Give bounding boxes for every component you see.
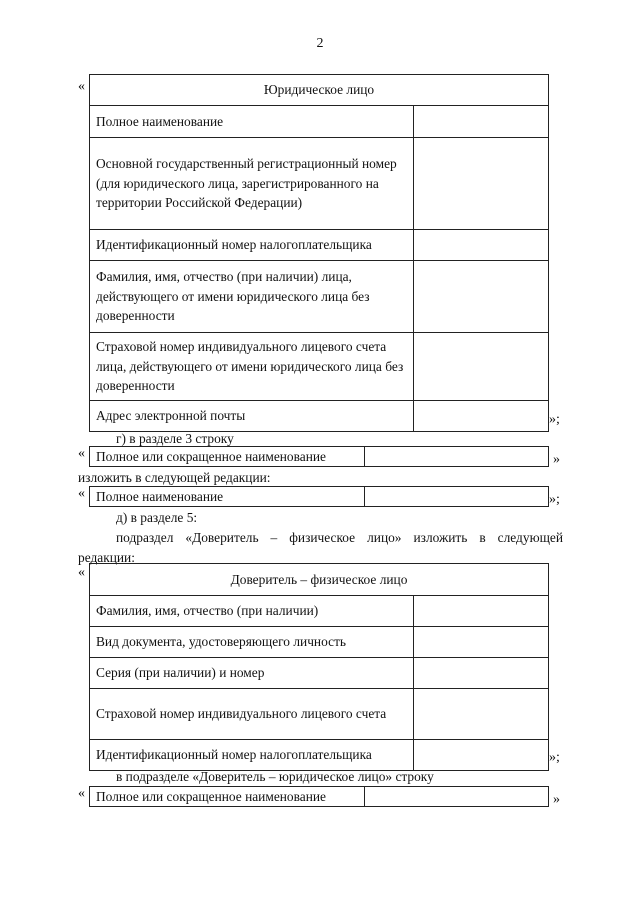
close-quote: »	[553, 452, 560, 467]
short-name-row-table	[89, 446, 549, 467]
value-cell	[414, 689, 549, 740]
value-cell	[365, 447, 549, 467]
close-quote: »;	[549, 750, 560, 765]
value-cell	[414, 333, 549, 401]
paragraph: д) в разделе 5:	[116, 510, 198, 525]
paragraph: г) в разделе 3 строку	[116, 431, 234, 446]
individual-principal-table	[89, 563, 549, 771]
table-header: Юридическое лицо	[90, 75, 549, 106]
table-row-label: Страховой номер индивидуального лицевого счета	[90, 689, 414, 740]
value-cell	[414, 106, 549, 138]
page-number: 2	[316, 36, 324, 51]
open-quote: «	[78, 486, 85, 501]
value-cell	[414, 230, 549, 261]
close-quote: »;	[549, 412, 560, 427]
short-name-row-table-2	[89, 786, 549, 807]
open-quote: «	[78, 565, 85, 580]
open-quote: «	[78, 786, 85, 801]
value-cell	[365, 487, 549, 507]
table-row-label: Полное или сокращенное наименование	[90, 787, 365, 807]
table-header: Доверитель – физическое лицо	[90, 564, 549, 596]
paragraph: редакции:	[78, 550, 135, 565]
value-cell	[414, 627, 549, 658]
value-cell	[414, 401, 549, 432]
table-row-label: Идентификационный номер налогоплательщика	[90, 740, 414, 771]
value-cell	[414, 261, 549, 333]
table-row-label: Страховой номер индивидуального лицевого счета лица, действующего от имени юридического лица без доверенности	[90, 333, 414, 401]
table-row-label: Полное или сокращенное наименование	[90, 447, 365, 467]
value-cell	[414, 658, 549, 689]
legal-entity-table	[89, 74, 549, 432]
paragraph: изложить в следующей редакции:	[78, 470, 271, 485]
table-row-label: Фамилия, имя, отчество (при наличии) лица, действующего от имени юридического лица без доверенности	[90, 261, 414, 333]
value-cell	[414, 740, 549, 771]
value-cell	[414, 138, 549, 230]
table-row-label: Серия (при наличии) и номер	[90, 658, 414, 689]
open-quote: «	[78, 79, 85, 94]
close-quote: »;	[549, 492, 560, 507]
value-cell	[365, 787, 549, 807]
table-row-label: Вид документа, удостоверяющего личность	[90, 627, 414, 658]
full-name-row-table	[89, 486, 549, 507]
open-quote: «	[78, 446, 85, 461]
table-row-label: Полное наименование	[90, 487, 365, 507]
table-row-label: Идентификационный номер налогоплательщика	[90, 230, 414, 261]
table-row-label: Полное наименование	[90, 106, 414, 138]
paragraph: в подразделе «Доверитель – юридическое лицо» строку	[116, 769, 434, 784]
table-row-label: Фамилия, имя, отчество (при наличии)	[90, 596, 414, 627]
close-quote: »	[553, 792, 560, 807]
value-cell	[414, 596, 549, 627]
paragraph: подраздел «Доверитель – физическое лицо» изложить в следующей	[116, 530, 563, 545]
table-row-label: Основной государственный регистрационный номер (для юридического лица, зарегистрированного на территории Российской Федерации)	[90, 138, 414, 230]
table-row-label: Адрес электронной почты	[90, 401, 414, 432]
